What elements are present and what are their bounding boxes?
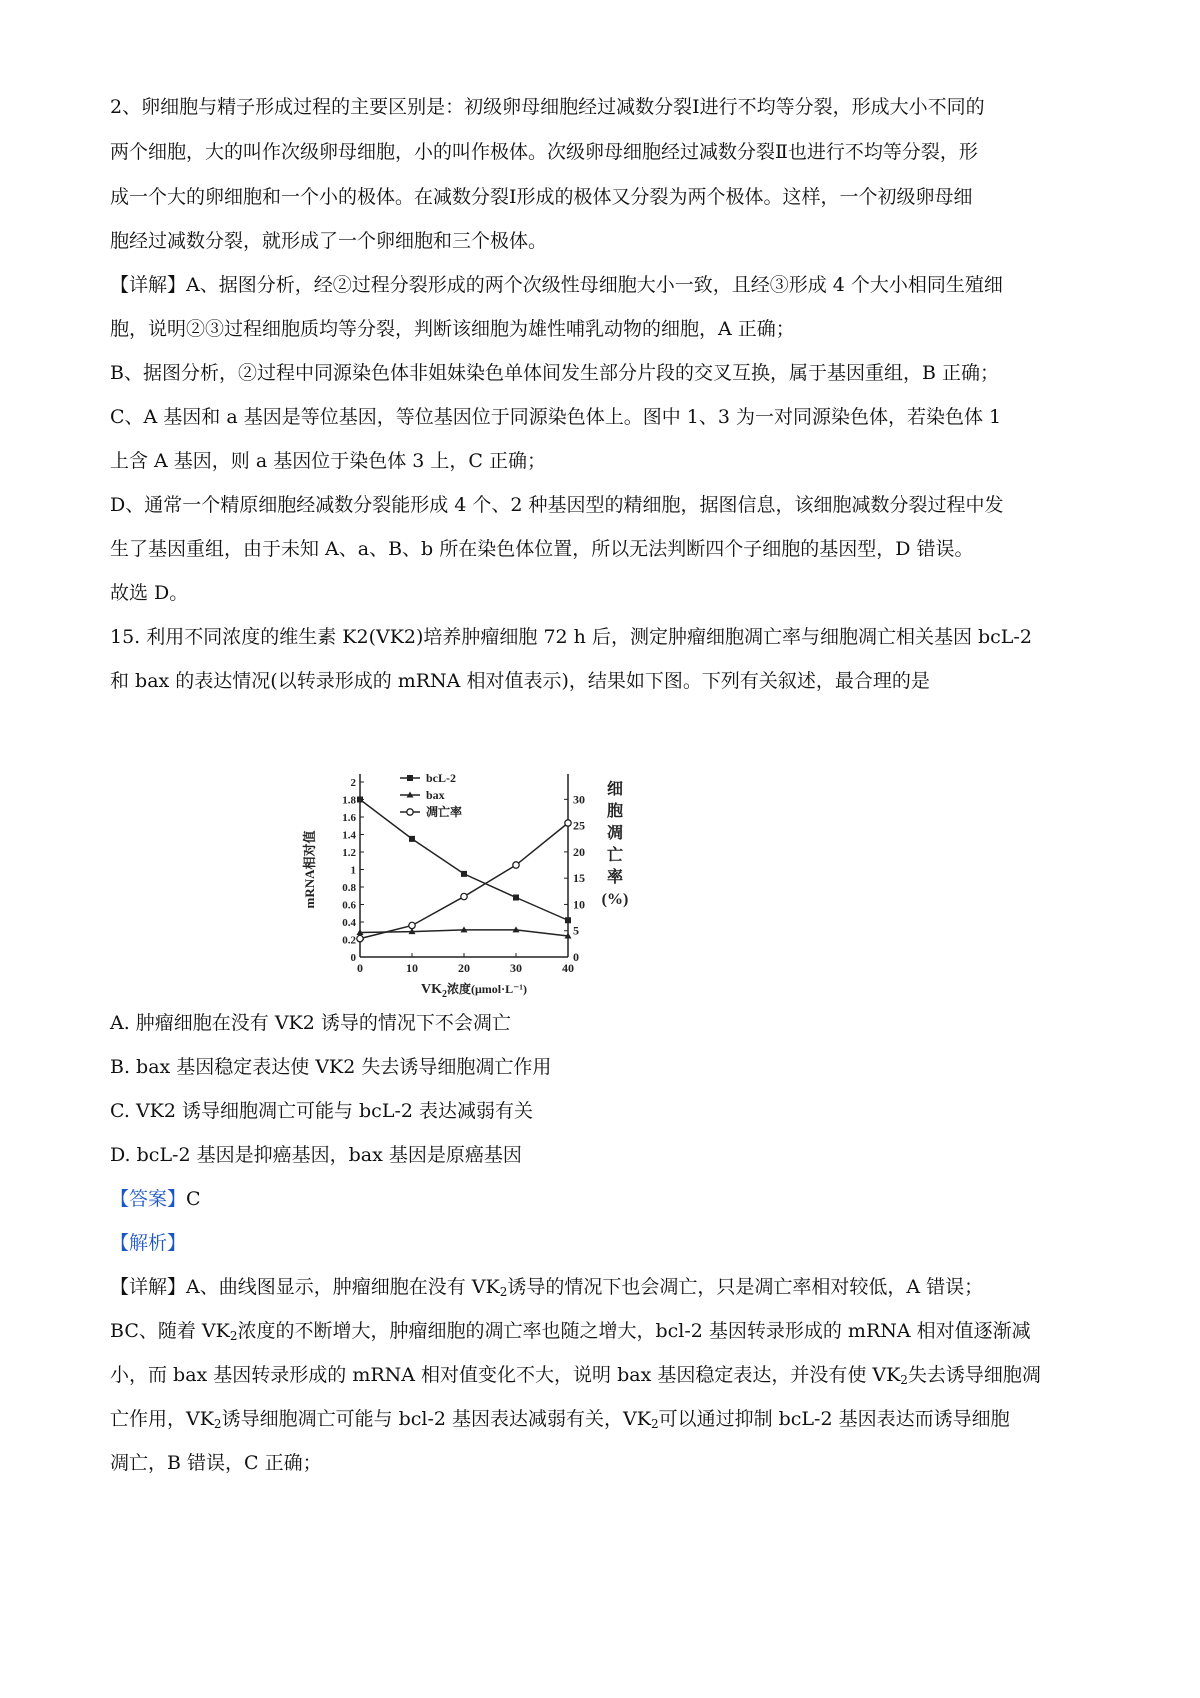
detail-line (110, 1361, 1041, 1389)
y-axis-label-right-char: 率 (606, 869, 624, 886)
x-axis-label-sub: 2 (441, 989, 447, 1000)
right-tick-label: 5 (573, 923, 579, 938)
left-tick-label: 2 (350, 777, 356, 789)
x-axis-label-main: VK (420, 982, 442, 997)
bcl2-marker (513, 895, 519, 901)
detail-line (110, 1317, 1031, 1345)
x-tick-label: 0 (357, 961, 363, 975)
bcl2-marker (357, 797, 363, 803)
left-tick-label: 0.2 (342, 934, 356, 947)
y-axis-label-right-char: 胞 (606, 803, 624, 820)
option-a: A. 肿瘤细胞在没有 VK2 诱导的情况下不会凋亡 (110, 1012, 511, 1034)
paragraph-line: 成一个大的卵细胞和一个小的极体。在减数分裂Ⅰ形成的极体又分裂为两个极体。这样，一个初级卵母细 (110, 186, 973, 208)
apoptosis-marker (357, 935, 363, 941)
apoptosis-marker (513, 862, 519, 868)
paragraph-line: B、据图分析，②过程中同源染色体非姐妹染色单体间发生部分片段的交叉互换，属于基因重组，B 正确； (110, 362, 999, 384)
bcl2-marker (565, 917, 571, 923)
paragraph-line: 故选 D。 (110, 582, 189, 604)
left-tick-label: 1.4 (342, 829, 356, 842)
paragraph-line: 两个细胞，大的叫作次级卵母细胞，小的叫作极体。次级卵母细胞经过减数分裂Ⅱ也进行不均等分裂，形 (110, 141, 978, 163)
y-axis-label-left: mRNA相对值 (302, 830, 317, 909)
paragraph-line: C、A 基因和 a 基因是等位基因，等位基因位于同源染色体上。图中 1、3 为一对同源染色体，若染色体 1 (110, 406, 1002, 428)
y-axis-label-right-char: 凋 (606, 825, 624, 842)
vk2-line-chart (300, 762, 660, 1002)
option-b: B. bax 基因稳定表达使 VK2 失去诱导细胞凋亡作用 (110, 1056, 552, 1078)
analysis-heading (110, 1229, 186, 1257)
left-tick-label: 0.8 (342, 882, 356, 894)
bcl2-marker (409, 836, 415, 842)
detail-line (110, 1273, 983, 1301)
detail-text: 小，而 bax 基因转录形成的 mRNA 相对值变化不大，说明 bax 基因稳定表达，并没有使 VK (110, 1364, 901, 1386)
right-tick-label: 0 (573, 950, 579, 964)
option-d: D. bcL-2 基因是抑癌基因，bax 基因是原癌基因 (110, 1144, 522, 1166)
x-tick-label: 20 (458, 961, 470, 975)
apoptosis-marker (565, 820, 571, 826)
paragraph-line: D、通常一个精原细胞经减数分裂能形成 4 个、2 种基因型的精细胞，据图信息，该细胞减数分裂过程中发 (110, 494, 1004, 516)
right-tick-label: 25 (573, 818, 585, 833)
detail-text: 浓度的不断增大，肿瘤细胞的凋亡率也随之增大，bcl-2 基因转录形成的 mRNA 相对值逐渐减 (237, 1320, 1031, 1342)
paragraph-line: 2、卵细胞与精子形成过程的主要区别是：初级卵母细胞经过减数分裂Ⅰ进行不均等分裂，形成大小不同的 (110, 96, 985, 118)
subscript: 2 (900, 1373, 908, 1387)
detail-text: 【详解】A、曲线图显示，肿瘤细胞在没有 VK (110, 1276, 500, 1298)
left-tick-label: 0.4 (342, 917, 356, 929)
right-tick-label: 20 (573, 844, 585, 859)
subscript: 2 (213, 1417, 222, 1431)
question-stem: 15. 利用不同浓度的维生素 K2(VK2)培养肿瘤细胞 72 h 后，测定肿瘤细胞凋亡率与细胞凋亡相关基因 bcL-2 (110, 626, 1032, 648)
x-tick-label: 30 (510, 961, 522, 975)
paragraph-line: 生了基因重组，由于未知 A、a、B、b 所在染色体位置，所以无法判断四个子细胞的基因型，D 错误。 (110, 538, 974, 560)
subscript: 2 (650, 1417, 659, 1431)
paragraph-line: 胞经过减数分裂，就形成了一个卵细胞和三个极体。 (110, 230, 548, 252)
series-line-square (360, 800, 568, 921)
y-axis-label-right-char: 细 (606, 781, 624, 798)
x-tick-label: 40 (562, 961, 574, 975)
legend-label: bcL-2 (426, 771, 456, 785)
paragraph-line: 【详解】A、据图分析，经②过程分裂形成的两个次级性母细胞大小一致，且经③形成 4 个大小相同生殖细 (110, 274, 1003, 296)
left-tick-label: 0 (350, 952, 356, 964)
analysis-label: 【解析】 (110, 1232, 187, 1254)
answer-value: C (186, 1188, 201, 1210)
apoptosis-marker (461, 893, 467, 899)
bcl2-marker (461, 871, 467, 877)
question-stem: 和 bax 的表达情况(以转录形成的 mRNA 相对值表示)，结果如下图。下列有关叙述，最合理的是 (110, 670, 930, 692)
right-tick-label: 10 (573, 897, 585, 912)
detail-text: BC、随着 VK (110, 1320, 230, 1342)
detail-text: 诱导的情况下也会凋亡，只是凋亡率相对较低，A 错误； (507, 1276, 984, 1298)
option-c: C. VK2 诱导细胞凋亡可能与 bcL-2 表达减弱有关 (110, 1100, 533, 1122)
y-axis-label-right-char: (%) (601, 891, 629, 908)
answer-label: 【答案】 (110, 1188, 187, 1210)
series-line-circle (360, 823, 568, 939)
left-tick-label: 1.8 (342, 794, 356, 807)
subscript: 2 (499, 1285, 508, 1299)
left-tick-label: 0.6 (342, 899, 356, 912)
paragraph-line: 胞，说明②③过程细胞质均等分裂，判断该细胞为雄性哺乳动物的细胞，A 正确； (110, 318, 795, 340)
legend-label: 凋亡率 (426, 805, 463, 819)
apoptosis-marker (409, 922, 415, 928)
answer-line (110, 1185, 201, 1213)
right-tick-label: 15 (573, 871, 585, 886)
apoptosis-marker (407, 809, 413, 815)
chart-legend (400, 771, 462, 819)
detail-text: 失去诱导细胞凋 (907, 1364, 1041, 1386)
x-axis-label-rest: 浓度(μmol·L⁻¹) (446, 982, 528, 996)
y-axis-label-right-char: 亡 (606, 847, 624, 864)
x-tick-label: 10 (406, 961, 418, 975)
detail-text: 可以通过抑制 bcL-2 基因表达而诱导细胞 (658, 1408, 1010, 1430)
subscript: 2 (229, 1329, 238, 1343)
detail-line: 凋亡，B 错误，C 正确； (110, 1452, 322, 1474)
chart-series (357, 797, 572, 942)
right-tick-label: 30 (573, 792, 585, 807)
detail-line (110, 1405, 1010, 1433)
left-tick-label: 1 (350, 864, 356, 877)
left-tick-label: 1.6 (342, 812, 356, 824)
detail-text: 亡作用，VK (110, 1408, 214, 1430)
left-tick-label: 1.2 (342, 847, 356, 859)
legend-label: bax (426, 788, 445, 802)
paragraph-line: 上含 A 基因，则 a 基因位于染色体 3 上，C 正确； (110, 450, 546, 472)
detail-text: 诱导细胞凋亡可能与 bcl-2 基因表达减弱有关，VK (221, 1408, 651, 1430)
bcl2-marker (407, 775, 413, 781)
x-axis-label (421, 981, 527, 1000)
